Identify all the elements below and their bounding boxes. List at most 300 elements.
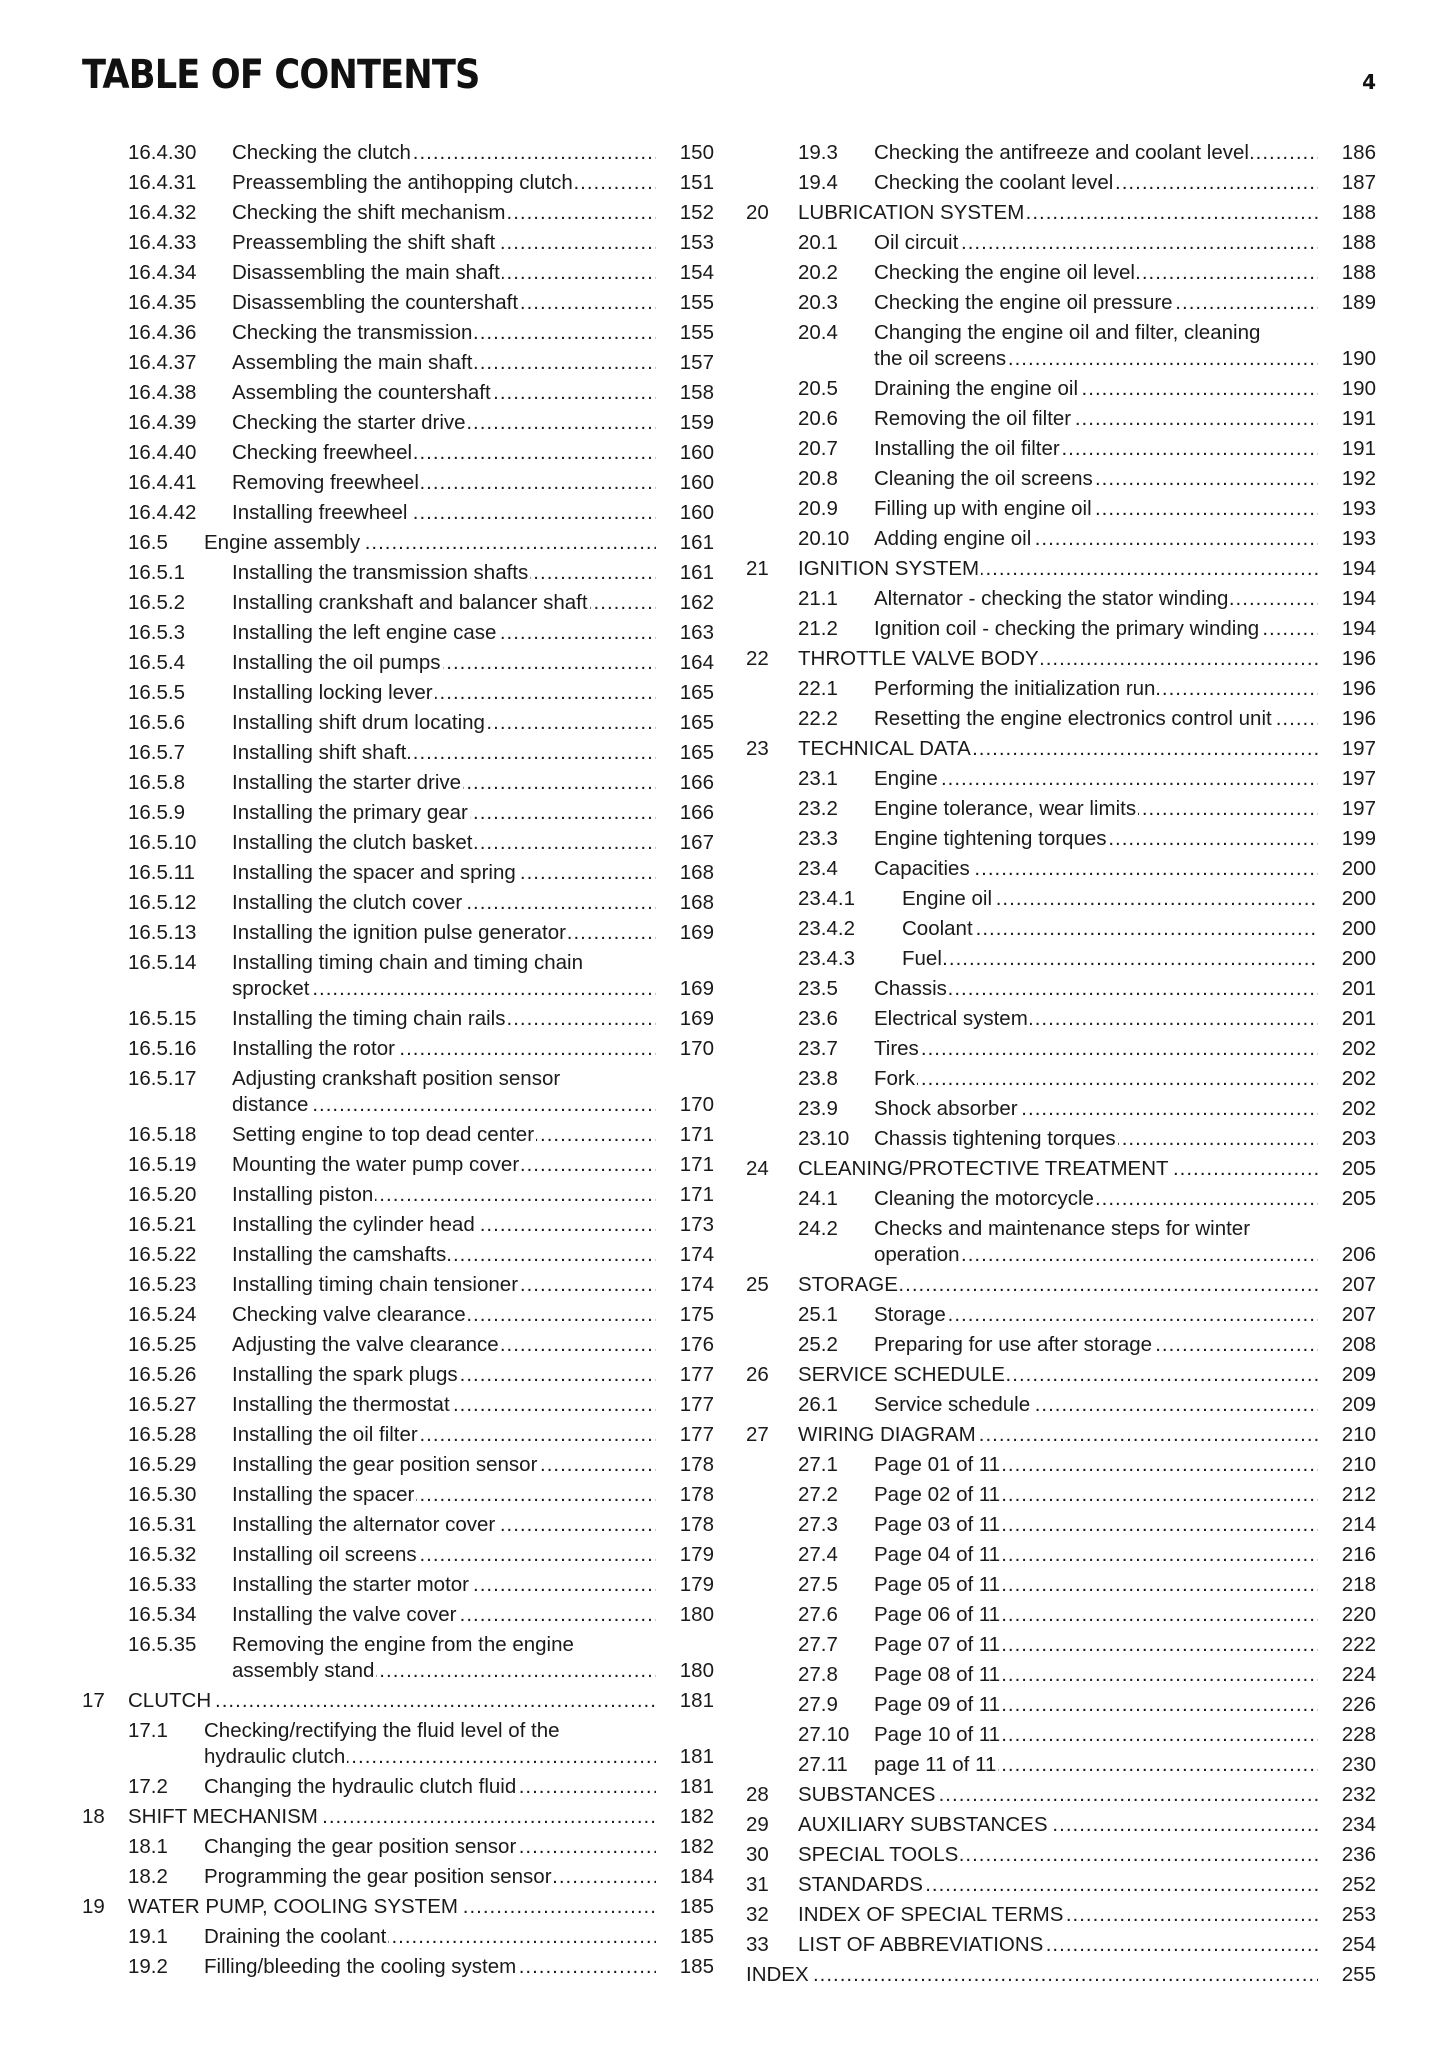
toc-entry[interactable] — [82, 470, 714, 496]
toc-entry-number: 16.4.39 — [128, 411, 197, 434]
toc-entry[interactable] — [746, 1216, 1376, 1268]
toc-entry-page: 164 — [679, 651, 714, 674]
toc-entry-number: 27.1 — [798, 1453, 838, 1476]
toc-entry-title — [798, 1842, 1376, 1868]
toc-entry-number: 23.9 — [798, 1097, 838, 1120]
toc-entry[interactable] — [746, 1186, 1376, 1212]
toc-entry-title-line: Checking the engine oil level — [874, 261, 1135, 284]
toc-entry[interactable] — [746, 586, 1376, 612]
toc-entry-title — [874, 1302, 1376, 1328]
toc-entry-page: 200 — [1341, 887, 1376, 910]
toc-entry[interactable] — [746, 406, 1376, 432]
toc-entry-title-line: Checks and maintenance steps for winter — [874, 1217, 1251, 1240]
toc-entry-number: 16.5.17 — [128, 1067, 197, 1090]
toc-entry[interactable] — [746, 1662, 1376, 1688]
toc-entry-title-line: Filling/bleeding the cooling system — [204, 1955, 517, 1978]
toc-entry[interactable] — [746, 496, 1376, 522]
toc-entry[interactable] — [746, 766, 1376, 792]
toc-entry-number: 16.5.2 — [128, 591, 185, 614]
toc-entry[interactable] — [746, 736, 1376, 762]
toc-entry-page: 212 — [1341, 1483, 1376, 1506]
toc-entry-page: 171 — [679, 1153, 714, 1176]
toc-entry-title-line: Installing timing chain tensioner — [232, 1273, 519, 1296]
toc-entry-title-line: Checking valve clearance — [232, 1303, 466, 1326]
toc-entry-title — [232, 1006, 714, 1032]
toc-entry-number: 20.7 — [798, 437, 838, 460]
toc-entry[interactable] — [746, 826, 1376, 852]
toc-entry-page: 189 — [1341, 291, 1376, 314]
toc-entry[interactable] — [746, 260, 1376, 286]
toc-entry-title — [874, 466, 1376, 492]
toc-entry[interactable] — [746, 200, 1376, 226]
toc-entry[interactable] — [746, 320, 1376, 372]
toc-entry-title-line: STORAGE — [798, 1273, 898, 1296]
toc-entry[interactable] — [82, 860, 714, 886]
toc-entry-number: 17.2 — [128, 1775, 168, 1798]
toc-entry-title-line: Adjusting crankshaft position sensor — [232, 1067, 561, 1090]
toc-entry-title — [232, 650, 714, 676]
toc-entry[interactable] — [82, 1864, 714, 1890]
toc-entry[interactable] — [82, 1954, 714, 1980]
toc-entry[interactable] — [746, 436, 1376, 462]
toc-entry-page: 201 — [1341, 1007, 1376, 1030]
toc-entry[interactable] — [746, 1066, 1376, 1092]
toc-entry[interactable] — [746, 1902, 1376, 1928]
toc-entry[interactable] — [746, 1722, 1376, 1748]
toc-entry-number: 16.5.13 — [128, 921, 197, 944]
toc-entry-title — [232, 290, 714, 316]
toc-entry-number: 16.5.26 — [128, 1363, 197, 1386]
toc-entry-title — [232, 1512, 714, 1538]
toc-entry[interactable] — [746, 1812, 1376, 1838]
toc-entry-number: 16.4.38 — [128, 381, 197, 404]
toc-entry[interactable] — [746, 466, 1376, 492]
toc-entry[interactable] — [746, 856, 1376, 882]
toc-entry[interactable] — [82, 620, 714, 646]
toc-entry[interactable] — [746, 676, 1376, 702]
toc-entry-number: 21 — [746, 557, 769, 580]
toc-entry-title — [874, 170, 1376, 196]
toc-right-column — [746, 140, 1376, 1992]
toc-entry-title-line: Setting engine to top dead center — [232, 1123, 535, 1146]
toc-entry[interactable] — [746, 1392, 1376, 1418]
toc-entry-title — [232, 470, 714, 496]
toc-entry[interactable] — [82, 290, 714, 316]
toc-entry-page: 228 — [1341, 1723, 1376, 1746]
toc-entry[interactable] — [82, 1362, 714, 1388]
toc-entry[interactable] — [82, 590, 714, 616]
toc-entry-title-line: distance — [232, 1093, 309, 1116]
toc-entry[interactable] — [746, 1872, 1376, 1898]
toc-entry-page: 165 — [679, 711, 714, 734]
toc-entry[interactable] — [82, 1774, 714, 1800]
toc-entry-page: 176 — [679, 1333, 714, 1356]
toc-entry-title-line: Draining the coolant — [204, 1925, 387, 1948]
toc-entry[interactable] — [82, 1152, 714, 1178]
toc-entry-title — [232, 410, 714, 436]
toc-entry-title-line: Installing the clutch cover — [232, 891, 463, 914]
toc-entry[interactable] — [82, 890, 714, 916]
toc-entry-title — [874, 1036, 1376, 1062]
toc-entry-title-line: Cleaning the oil screens — [874, 467, 1093, 490]
toc-entry[interactable] — [746, 1126, 1376, 1152]
toc-entry-title-line: Installing piston — [232, 1183, 374, 1206]
toc-entry[interactable] — [746, 1332, 1376, 1358]
toc-entry-title — [204, 530, 714, 556]
toc-entry[interactable] — [82, 1894, 714, 1920]
toc-entry-title — [232, 590, 714, 616]
toc-entry-page: 188 — [1341, 201, 1376, 224]
toc-entry[interactable] — [746, 556, 1376, 582]
toc-entry[interactable] — [82, 1482, 714, 1508]
toc-entry-title — [874, 406, 1376, 432]
toc-entry-page: 178 — [679, 1513, 714, 1536]
toc-entry-title — [874, 616, 1376, 642]
toc-entry[interactable] — [746, 916, 1376, 942]
toc-entry[interactable] — [82, 650, 714, 676]
toc-entry[interactable] — [82, 500, 714, 526]
toc-entry[interactable] — [746, 230, 1376, 256]
toc-entry-title — [874, 766, 1376, 792]
toc-entry-number: 23.4.3 — [798, 947, 855, 970]
toc-entry-title — [204, 1718, 714, 1770]
toc-entry-title-line: Installing shift shaft — [232, 741, 407, 764]
toc-entry-number: 25 — [746, 1273, 769, 1296]
toc-entry-page: 160 — [679, 471, 714, 494]
toc-entry[interactable] — [82, 1242, 714, 1268]
toc-entry[interactable] — [82, 1572, 714, 1598]
toc-entry-title — [232, 380, 714, 406]
toc-entry-title — [874, 320, 1376, 372]
toc-entry-title — [232, 1422, 714, 1448]
toc-entry[interactable] — [82, 1182, 714, 1208]
toc-entry-number: 23.4.2 — [798, 917, 855, 940]
toc-entry-title — [874, 1542, 1376, 1568]
toc-entry[interactable] — [82, 1834, 714, 1860]
toc-entry-title — [874, 1662, 1376, 1688]
toc-entry[interactable] — [746, 1932, 1376, 1958]
toc-entry-page: 220 — [1341, 1603, 1376, 1626]
toc-entry[interactable] — [746, 1036, 1376, 1062]
toc-entry-title-line: Preassembling the antihopping clutch — [232, 171, 573, 194]
toc-entry[interactable] — [82, 710, 714, 736]
toc-entry-number: 18.1 — [128, 1835, 168, 1858]
toc-entry-title — [902, 916, 1376, 942]
toc-entry-page: 207 — [1341, 1303, 1376, 1326]
toc-entry[interactable] — [82, 1542, 714, 1568]
toc-entry-title-line: operation — [874, 1243, 960, 1266]
toc-entry[interactable] — [82, 320, 714, 346]
toc-entry[interactable] — [82, 1332, 714, 1358]
toc-entry[interactable] — [746, 1156, 1376, 1182]
toc-entry-title — [874, 706, 1376, 732]
toc-entry-number: 16.5.32 — [128, 1543, 197, 1566]
toc-entry-page: 194 — [1341, 557, 1376, 580]
toc-entry-title-line: LIST OF ABBREVIATIONS — [798, 1933, 1044, 1956]
toc-entry-title — [798, 1156, 1376, 1182]
toc-entry-title — [874, 1096, 1376, 1122]
toc-entry[interactable] — [82, 350, 714, 376]
toc-entry-number: 16.4.42 — [128, 501, 197, 524]
toc-entry[interactable] — [746, 1632, 1376, 1658]
toc-entry-page: 185 — [679, 1925, 714, 1948]
toc-entry-title — [874, 676, 1376, 702]
toc-entry-page: 201 — [1341, 977, 1376, 1000]
toc-entry[interactable] — [82, 1392, 714, 1418]
toc-entry-page: 205 — [1341, 1157, 1376, 1180]
toc-entry-page: 153 — [679, 231, 714, 254]
toc-entry[interactable] — [82, 230, 714, 256]
toc-entry[interactable] — [82, 1272, 714, 1298]
toc-entry[interactable] — [82, 1036, 714, 1062]
toc-entry-title-line: Installing the spacer — [232, 1483, 415, 1506]
toc-entry[interactable] — [746, 290, 1376, 316]
toc-entry[interactable] — [746, 616, 1376, 642]
toc-entry-title — [232, 230, 714, 256]
toc-entry[interactable] — [746, 1692, 1376, 1718]
toc-entry-title — [874, 1126, 1376, 1152]
toc-entry[interactable] — [82, 1718, 714, 1770]
toc-entry-title — [874, 376, 1376, 402]
toc-entry[interactable] — [82, 410, 714, 436]
toc-entry[interactable] — [746, 526, 1376, 552]
toc-entry[interactable] — [82, 1122, 714, 1148]
toc-entry-number: 16.5.30 — [128, 1483, 197, 1506]
toc-entry[interactable] — [746, 1752, 1376, 1778]
toc-entry-page: 222 — [1341, 1633, 1376, 1656]
toc-entry[interactable] — [746, 170, 1376, 196]
toc-entry-title-line: Engine assembly — [204, 531, 361, 554]
toc-entry-title — [232, 740, 714, 766]
toc-entry-title-line: Removing freewheel — [232, 471, 419, 494]
toc-entry-title-line: Installing the left engine case — [232, 621, 497, 644]
toc-entry[interactable] — [82, 170, 714, 196]
toc-entry-title-line: Chassis tightening torques — [874, 1127, 1116, 1150]
toc-entry[interactable] — [746, 1782, 1376, 1808]
toc-entry-title-line: Installing the oil filter — [874, 437, 1060, 460]
toc-entry-page: 209 — [1341, 1393, 1376, 1416]
toc-entry[interactable] — [82, 800, 714, 826]
toc-entry-title — [232, 1066, 714, 1118]
toc-entry-page: 151 — [679, 171, 714, 194]
toc-entry-title — [874, 260, 1376, 286]
toc-entry-title-line: Installing shift drum locating — [232, 711, 485, 734]
toc-entry-title — [874, 526, 1376, 552]
toc-entry-title-line: the oil screens — [874, 347, 1007, 370]
toc-entry[interactable] — [82, 530, 714, 556]
toc-entry[interactable] — [746, 1542, 1376, 1568]
toc-entry-number: 18.2 — [128, 1865, 168, 1888]
toc-entry-title-line: Tires — [874, 1037, 919, 1060]
toc-entry-title-line: Installing locking lever — [232, 681, 433, 704]
toc-entry-title — [232, 1152, 714, 1178]
toc-entry-number: 16.5.1 — [128, 561, 185, 584]
toc-entry-number: 29 — [746, 1813, 769, 1836]
toc-entry-number: 23.5 — [798, 977, 838, 1000]
toc-entry-title-line: Fork — [874, 1067, 915, 1090]
toc-entry-title — [798, 646, 1376, 672]
toc-entry[interactable] — [82, 680, 714, 706]
toc-entry-title-line: Removing the engine from the engine — [232, 1633, 574, 1656]
toc-entry-number: 20.4 — [798, 321, 838, 344]
toc-entry[interactable] — [746, 1422, 1376, 1448]
toc-entry-title-line: Page 10 of 11 — [874, 1723, 1001, 1746]
toc-entry-page: 178 — [679, 1453, 714, 1476]
toc-entry-number: 26 — [746, 1363, 769, 1386]
toc-entry[interactable] — [746, 140, 1376, 166]
toc-entry-number: 27 — [746, 1423, 769, 1446]
toc-entry[interactable] — [82, 1422, 714, 1448]
toc-entry[interactable] — [82, 1804, 714, 1830]
toc-entry-title — [128, 1688, 714, 1714]
toc-entry-page: 177 — [679, 1363, 714, 1386]
toc-entry-title-line: Checking the clutch — [232, 141, 411, 164]
toc-entry-title — [874, 1392, 1376, 1418]
toc-entry-page: 185 — [679, 1955, 714, 1978]
toc-entry-title-line: Installing the clutch basket — [232, 831, 473, 854]
toc-entry-title-line: Installing the ignition pulse generator — [232, 921, 566, 944]
toc-entry-number: 23.7 — [798, 1037, 838, 1060]
toc-entry[interactable] — [746, 1272, 1376, 1298]
toc-entry-title-line: Disassembling the countershaft — [232, 291, 519, 314]
toc-entry-title-line: Fuel — [902, 947, 942, 970]
toc-entry-page: 165 — [679, 681, 714, 704]
toc-entry-number: 19.4 — [798, 171, 838, 194]
toc-entry[interactable] — [82, 380, 714, 406]
toc-entry-number: 16.5.8 — [128, 771, 185, 794]
toc-entry-page: 191 — [1341, 437, 1376, 460]
toc-entry[interactable] — [746, 1602, 1376, 1628]
toc-entry-title-line: CLEANING/PROTECTIVE TREATMENT — [798, 1157, 1169, 1180]
toc-entry-page: 205 — [1341, 1187, 1376, 1210]
toc-entry-title — [798, 1422, 1376, 1448]
toc-entry[interactable] — [82, 1006, 714, 1032]
toc-entry[interactable] — [82, 1924, 714, 1950]
toc-entry-page: 252 — [1341, 1873, 1376, 1896]
toc-entry-number: 16.4.34 — [128, 261, 197, 284]
toc-entry-title — [232, 440, 714, 466]
toc-entry-title-line: Installing the camshafts — [232, 1243, 447, 1266]
toc-entry[interactable] — [746, 1452, 1376, 1478]
toc-entry[interactable] — [746, 886, 1376, 912]
toc-entry[interactable] — [82, 1212, 714, 1238]
toc-entry-page: 236 — [1341, 1843, 1376, 1866]
toc-entry[interactable] — [746, 646, 1376, 672]
toc-entry-page: 166 — [679, 801, 714, 824]
toc-entry[interactable] — [746, 976, 1376, 1002]
toc-entry[interactable] — [746, 706, 1376, 732]
toc-entry-number: 16.5.4 — [128, 651, 185, 674]
toc-entry[interactable] — [746, 1962, 1376, 1988]
toc-entry[interactable] — [746, 1362, 1376, 1388]
toc-entry-title — [874, 1752, 1376, 1778]
toc-entry-title — [204, 1954, 714, 1980]
toc-entry-number: 16.5.24 — [128, 1303, 197, 1326]
toc-entry[interactable] — [82, 1688, 714, 1714]
toc-entry[interactable] — [82, 140, 714, 166]
toc-entry-page: 209 — [1341, 1363, 1376, 1386]
toc-entry-page: 155 — [679, 321, 714, 344]
toc-entry[interactable] — [746, 1842, 1376, 1868]
toc-entry[interactable] — [82, 1632, 714, 1684]
toc-entry[interactable] — [82, 920, 714, 946]
toc-entry-page: 179 — [679, 1543, 714, 1566]
toc-entry[interactable] — [746, 946, 1376, 972]
toc-entry-title — [902, 946, 1376, 972]
toc-entry[interactable] — [82, 1066, 714, 1118]
toc-entry-page: 254 — [1341, 1933, 1376, 1956]
toc-entry[interactable] — [82, 440, 714, 466]
toc-entry[interactable] — [746, 1482, 1376, 1508]
toc-entry-title-line: Page 05 of 11 — [874, 1573, 1001, 1596]
toc-entry-page: 180 — [679, 1659, 714, 1682]
toc-entry[interactable] — [82, 1602, 714, 1628]
toc-entry-number: 23.4 — [798, 857, 838, 880]
toc-entry[interactable] — [82, 740, 714, 766]
toc-entry[interactable] — [746, 376, 1376, 402]
toc-entry[interactable] — [82, 200, 714, 226]
toc-entry-page: 161 — [679, 561, 714, 584]
toc-entry-page: 192 — [1341, 467, 1376, 490]
toc-entry[interactable] — [82, 1512, 714, 1538]
toc-entry[interactable] — [746, 1572, 1376, 1598]
toc-entry-title-line: assembly stand — [232, 1659, 375, 1682]
toc-entry-title — [874, 290, 1376, 316]
toc-entry-number: 24.2 — [798, 1217, 838, 1240]
toc-entry-page: 196 — [1341, 677, 1376, 700]
toc-entry[interactable] — [746, 1096, 1376, 1122]
toc-entry-title-line: Engine oil — [902, 887, 993, 910]
toc-entry-title — [232, 1542, 714, 1568]
toc-entry[interactable] — [82, 1452, 714, 1478]
toc-entry[interactable] — [82, 1302, 714, 1328]
toc-entry[interactable] — [82, 260, 714, 286]
toc-entry-page: 230 — [1341, 1753, 1376, 1776]
toc-entry-title — [798, 1932, 1376, 1958]
toc-entry[interactable] — [746, 1302, 1376, 1328]
toc-entry-number: 27.10 — [798, 1723, 850, 1746]
toc-entry[interactable] — [82, 560, 714, 586]
toc-entry-title — [232, 800, 714, 826]
toc-entry-page: 180 — [679, 1603, 714, 1626]
toc-entry-page: 199 — [1341, 827, 1376, 850]
toc-entry-title-line: STANDARDS — [798, 1873, 923, 1896]
toc-entry-page: 175 — [679, 1303, 714, 1326]
toc-entry-title — [746, 1962, 1376, 1988]
toc-entry-title-line: Adjusting the valve clearance — [232, 1333, 499, 1356]
toc-entry-number: 16.5.11 — [128, 861, 195, 884]
toc-entry-title — [874, 1186, 1376, 1212]
toc-entry[interactable] — [82, 950, 714, 1002]
toc-entry-number: 27.11 — [798, 1753, 848, 1776]
toc-entry[interactable] — [82, 830, 714, 856]
toc-entry-number: 27.9 — [798, 1693, 838, 1716]
toc-entry-title-line: Installing oil screens — [232, 1543, 417, 1566]
toc-entry-page: 184 — [679, 1865, 714, 1888]
toc-entry-title — [232, 200, 714, 226]
toc-entry-title — [874, 796, 1376, 822]
toc-entry-page: 186 — [1341, 141, 1376, 164]
toc-entry[interactable] — [746, 1006, 1376, 1032]
toc-entry-title-line: Installing the oil pumps — [232, 651, 441, 674]
toc-entry-title-line: Removing the oil filter — [874, 407, 1072, 430]
toc-entry-title — [232, 1362, 714, 1388]
toc-entry[interactable] — [746, 1512, 1376, 1538]
toc-entry-page: 166 — [679, 771, 714, 794]
toc-entry[interactable] — [82, 770, 714, 796]
toc-entry[interactable] — [746, 796, 1376, 822]
toc-entry-page: 182 — [679, 1835, 714, 1858]
